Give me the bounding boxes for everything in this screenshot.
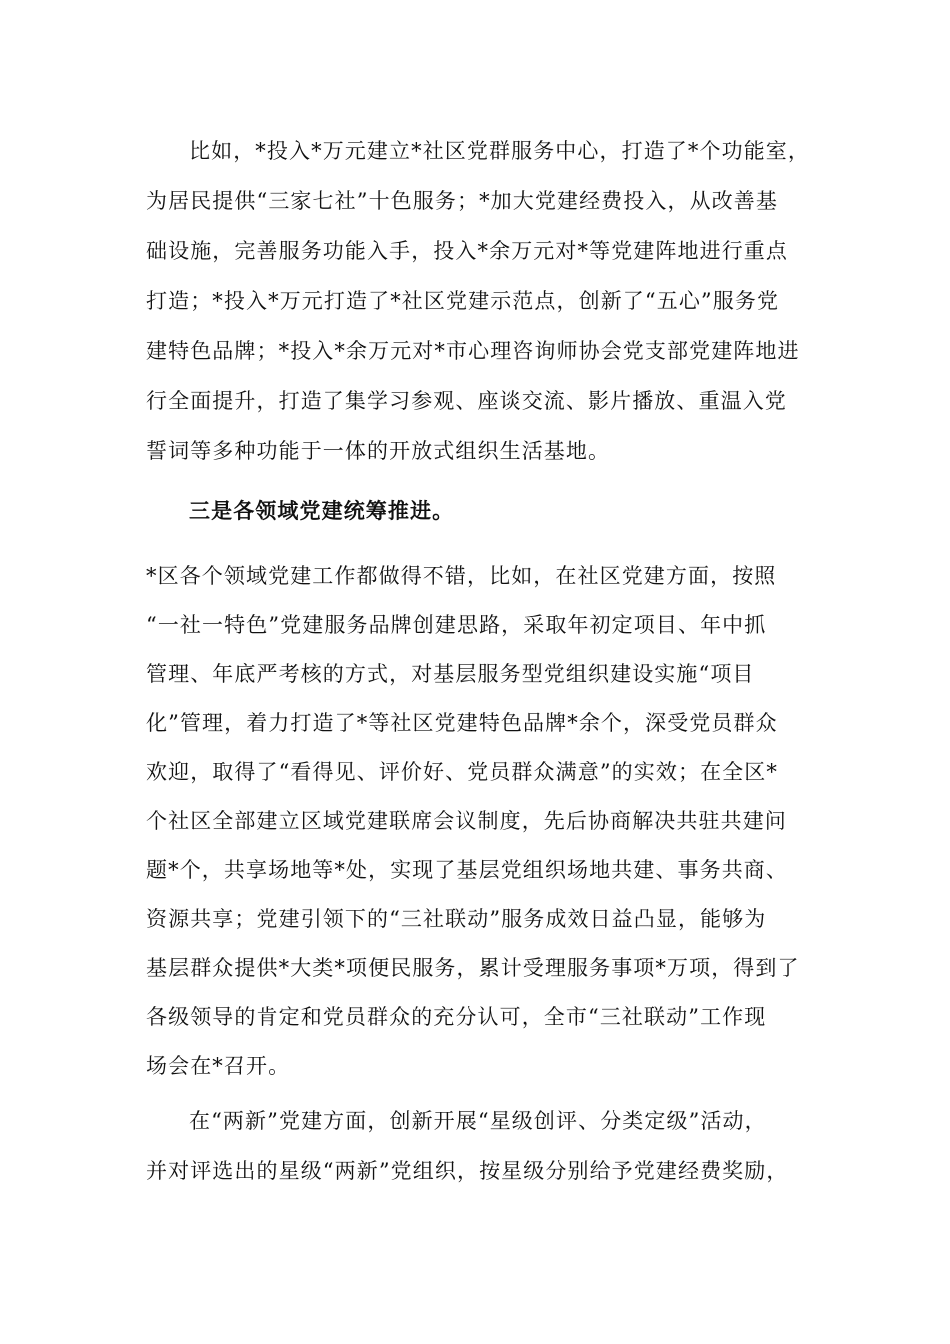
paragraph-2-line-4: 化”管理，着力打造了*等社区党建特色品牌*余个，深受党员群众 bbox=[146, 711, 778, 735]
paragraph-2-line-2: “一社一特色”党建服务品牌创建思路，采取年初定项目、年中抓 bbox=[146, 613, 767, 637]
paragraph-2-line-3: 管理、年底严考核的方式，对基层服务型党组织建设实施“项目 bbox=[146, 662, 755, 686]
paragraph-3-line-2: 并对评选出的星级“两新”党组织，按星级分别给予党建经费奖励， bbox=[146, 1159, 789, 1183]
paragraph-1-line-7: 誓词等多种功能于一体的开放式组织生活基地。 bbox=[146, 439, 611, 463]
paragraph-1-line-6: 行全面提升，打造了集学习参观、座谈交流、影片播放、重温入党 bbox=[146, 389, 787, 413]
paragraph-1-line-3: 础设施，完善服务功能入手，投入*余万元对*等党建阵地进行重点 bbox=[146, 239, 788, 263]
paragraph-2-line-5: 欢迎，取得了“看得见、评价好、党员群众满意”的实效；在全区* bbox=[146, 760, 778, 784]
paragraph-2-line-8: 资源共享；党建引领下的“三社联动”服务成效日益凸显，能够为 bbox=[146, 907, 767, 931]
paragraph-2-line-10: 各级领导的肯定和党员群众的充分认可，全市“三社联动”工作现 bbox=[146, 1005, 767, 1029]
paragraph-1-line-4: 打造；*投入*万元打造了*社区党建示范点，创新了“五心”服务党 bbox=[146, 289, 780, 313]
paragraph-2-line-7: 题*个，共享场地等*处，实现了基层党组织场地共建、事务共商、 bbox=[146, 858, 788, 882]
paragraph-2-line-11: 场会在*召开。 bbox=[146, 1054, 291, 1078]
paragraph-2-line-6: 个社区全部建立区域党建联席会议制度，先后协商解决共驻共建问 bbox=[146, 809, 787, 833]
paragraph-2-line-9: 基层群众提供*大类*项便民服务，累计受理服务事项*万项，得到了 bbox=[146, 956, 800, 980]
paragraph-1-line-2: 为居民提供“三家七社”十色服务；*加大党建经费投入，从改善基 bbox=[146, 189, 778, 213]
paragraph-1-line-1: 比如，*投入*万元建立*社区党群服务中心，打造了*个功能室， bbox=[189, 139, 810, 163]
section-heading: 三是各领域党建统筹推进。 bbox=[189, 498, 455, 523]
paragraph-3-line-1: 在“两新”党建方面，创新开展“星级创评、分类定级”活动， bbox=[189, 1109, 767, 1133]
paragraph-1-line-5: 建特色品牌；*投入*余万元对*市心理咨询师协会党支部党建阵地进 bbox=[146, 339, 800, 363]
paragraph-2-line-1: *区各个领域党建工作都做得不错，比如，在社区党建方面，按照 bbox=[146, 564, 777, 588]
